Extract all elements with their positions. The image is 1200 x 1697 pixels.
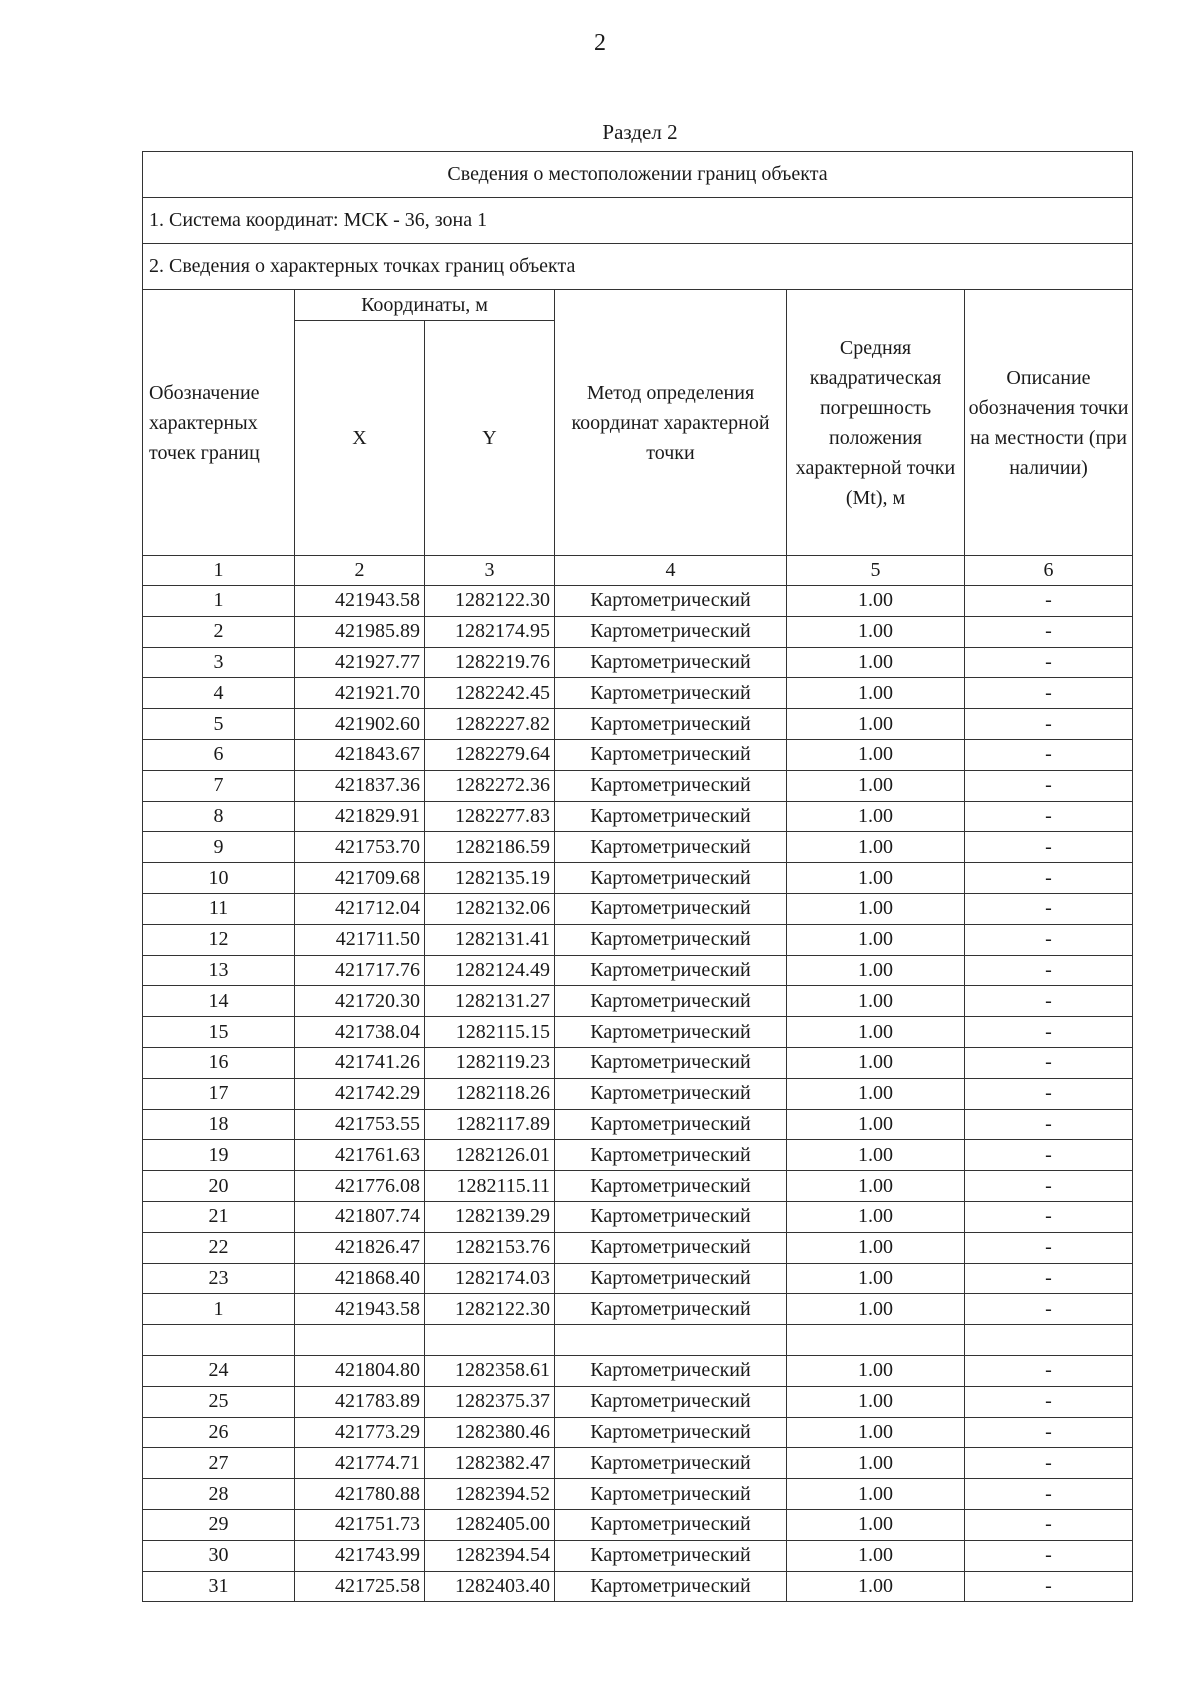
method-cell: Картометрический (555, 1294, 787, 1325)
point-number-cell: 3 (143, 647, 295, 678)
coord-x-cell: 421843.67 (295, 739, 425, 770)
mean-error-cell: 1.00 (787, 739, 965, 770)
description-cell: - (965, 1448, 1133, 1479)
coord-x-cell: 421774.71 (295, 1448, 425, 1479)
table-row (143, 1017, 1133, 1048)
point-number-cell: 10 (143, 863, 295, 894)
mean-error-cell: 1.00 (787, 832, 965, 863)
mean-error-cell: 1.00 (787, 893, 965, 924)
mean-error-cell: 1.00 (787, 801, 965, 832)
table-row (143, 1140, 1133, 1171)
table-row (143, 1479, 1133, 1510)
point-number-cell: 13 (143, 955, 295, 986)
method-cell: Картометрический (555, 709, 787, 740)
mean-error-cell: 1.00 (787, 1540, 965, 1571)
method-cell: Картометрический (555, 924, 787, 955)
method-cell: Картометрический (555, 770, 787, 801)
coord-y-cell: 1282122.30 (425, 586, 555, 617)
point-number-cell: 24 (143, 1355, 295, 1386)
column-number: 2 (295, 556, 425, 586)
coord-y-cell: 1282139.29 (425, 1201, 555, 1232)
coord-x-cell: 421709.68 (295, 863, 425, 894)
description-cell (965, 1325, 1133, 1356)
point-number-cell: 25 (143, 1386, 295, 1417)
mean-error-cell: 1.00 (787, 1571, 965, 1602)
method-cell: Картометрический (555, 801, 787, 832)
coord-x-cell: 421753.70 (295, 832, 425, 863)
method-cell: Картометрический (555, 1109, 787, 1140)
coord-x-cell: 421837.36 (295, 770, 425, 801)
point-number-cell: 14 (143, 986, 295, 1017)
table-row (143, 893, 1133, 924)
point-number-cell: 2 (143, 616, 295, 647)
table-row (143, 1232, 1133, 1263)
mean-error-cell: 1.00 (787, 770, 965, 801)
coord-y-cell: 1282115.15 (425, 1017, 555, 1048)
description-cell: - (965, 1571, 1133, 1602)
mean-error-cell: 1.00 (787, 1232, 965, 1263)
method-cell: Картометрический (555, 1540, 787, 1571)
point-number-cell: 8 (143, 801, 295, 832)
mean-error-cell: 1.00 (787, 1479, 965, 1510)
point-number-cell: 22 (143, 1232, 295, 1263)
method-cell: Картометрический (555, 586, 787, 617)
coord-y-cell: 1282242.45 (425, 678, 555, 709)
description-cell: - (965, 1355, 1133, 1386)
mean-error-cell: 1.00 (787, 1109, 965, 1140)
table-row (143, 770, 1133, 801)
point-number-cell: 31 (143, 1571, 295, 1602)
mean-error-cell: 1.00 (787, 1294, 965, 1325)
header-error: Средняя квадратическая погрешность положения характерной точки (Mt), м (787, 290, 965, 556)
method-cell: Картометрический (555, 1201, 787, 1232)
point-number-cell: 28 (143, 1479, 295, 1510)
table-row (143, 709, 1133, 740)
point-number-cell: 21 (143, 1201, 295, 1232)
table-row (143, 801, 1133, 832)
header-description: Описание обозначения точки на местности (при наличии) (965, 290, 1133, 556)
table-row (143, 1201, 1133, 1232)
method-cell: Картометрический (555, 616, 787, 647)
coord-x-cell: 421927.77 (295, 647, 425, 678)
coord-y-cell: 1282403.40 (425, 1571, 555, 1602)
coord-x-cell: 421985.89 (295, 616, 425, 647)
mean-error-cell: 1.00 (787, 1355, 965, 1386)
coord-y-cell: 1282219.76 (425, 647, 555, 678)
point-number-cell: 7 (143, 770, 295, 801)
coord-y-cell: 1282394.54 (425, 1540, 555, 1571)
header-y: Y (425, 321, 555, 556)
coord-x-cell: 421738.04 (295, 1017, 425, 1048)
description-cell: - (965, 1509, 1133, 1540)
mean-error-cell: 1.00 (787, 1140, 965, 1171)
method-cell: Картометрический (555, 1479, 787, 1510)
table-row (143, 863, 1133, 894)
coord-y-cell: 1282375.37 (425, 1386, 555, 1417)
table-row (143, 924, 1133, 955)
coord-y-cell: 1282277.83 (425, 801, 555, 832)
coord-y-cell: 1282126.01 (425, 1140, 555, 1171)
point-number-cell: 16 (143, 1047, 295, 1078)
mean-error-cell: 1.00 (787, 586, 965, 617)
table-row (143, 1540, 1133, 1571)
table-title: Сведения о местоположении границ объекта (143, 152, 1133, 198)
method-cell: Картометрический (555, 893, 787, 924)
description-cell: - (965, 709, 1133, 740)
description-cell: - (965, 1017, 1133, 1048)
method-cell: Картометрический (555, 1232, 787, 1263)
boundary-points-table (142, 151, 1133, 1602)
method-cell: Картометрический (555, 1078, 787, 1109)
table-row (143, 1417, 1133, 1448)
header-coordinates: Координаты, м (295, 290, 555, 321)
point-number-cell: 19 (143, 1140, 295, 1171)
coord-y-cell: 1282279.64 (425, 739, 555, 770)
coord-x-cell (295, 1325, 425, 1356)
coord-y-cell: 1282117.89 (425, 1109, 555, 1140)
description-cell: - (965, 1479, 1133, 1510)
point-number-cell: 17 (143, 1078, 295, 1109)
coord-x-cell: 421826.47 (295, 1232, 425, 1263)
mean-error-cell: 1.00 (787, 709, 965, 740)
description-cell: - (965, 1047, 1133, 1078)
mean-error-cell: 1.00 (787, 1263, 965, 1294)
point-number-cell: 12 (143, 924, 295, 955)
coord-x-cell: 421776.08 (295, 1171, 425, 1202)
table-row (143, 1509, 1133, 1540)
method-cell: Картометрический (555, 1448, 787, 1479)
coord-y-cell (425, 1325, 555, 1356)
coord-x-cell: 421725.58 (295, 1571, 425, 1602)
description-cell: - (965, 1109, 1133, 1140)
description-cell: - (965, 986, 1133, 1017)
header-designation: Обозначение характерных точек границ (143, 290, 295, 556)
coord-y-cell: 1282272.36 (425, 770, 555, 801)
coord-x-cell: 421717.76 (295, 955, 425, 986)
header-method: Метод определения координат характерной точки (555, 290, 787, 556)
coord-x-cell: 421804.80 (295, 1355, 425, 1386)
description-cell: - (965, 1171, 1133, 1202)
method-cell: Картометрический (555, 1017, 787, 1048)
mean-error-cell (787, 1325, 965, 1356)
column-number: 5 (787, 556, 965, 586)
coord-x-cell: 421720.30 (295, 986, 425, 1017)
point-number-cell: 23 (143, 1263, 295, 1294)
method-cell: Картометрический (555, 678, 787, 709)
mean-error-cell: 1.00 (787, 1047, 965, 1078)
coord-y-cell: 1282174.03 (425, 1263, 555, 1294)
coord-y-cell: 1282119.23 (425, 1047, 555, 1078)
table-row (143, 1386, 1133, 1417)
table-row (143, 1294, 1133, 1325)
method-cell: Картометрический (555, 739, 787, 770)
description-cell: - (965, 678, 1133, 709)
description-cell: - (965, 739, 1133, 770)
description-cell: - (965, 647, 1133, 678)
coord-x-cell: 421711.50 (295, 924, 425, 955)
mean-error-cell: 1.00 (787, 616, 965, 647)
coord-y-cell: 1282135.19 (425, 863, 555, 894)
coord-y-cell: 1282380.46 (425, 1417, 555, 1448)
column-number: 1 (143, 556, 295, 586)
description-cell: - (965, 863, 1133, 894)
table-row (143, 1047, 1133, 1078)
coord-x-cell: 421943.58 (295, 586, 425, 617)
coord-y-cell: 1282382.47 (425, 1448, 555, 1479)
point-number-cell: 27 (143, 1448, 295, 1479)
coord-x-cell: 421773.29 (295, 1417, 425, 1448)
method-cell: Картометрический (555, 1140, 787, 1171)
method-cell: Картометрический (555, 1509, 787, 1540)
point-number-cell: 26 (143, 1417, 295, 1448)
point-number-cell: 30 (143, 1540, 295, 1571)
coord-y-cell: 1282118.26 (425, 1078, 555, 1109)
mean-error-cell: 1.00 (787, 1448, 965, 1479)
section-title: Раздел 2 (602, 120, 678, 144)
point-number-cell (143, 1325, 295, 1356)
description-cell: - (965, 832, 1133, 863)
coord-y-cell: 1282227.82 (425, 709, 555, 740)
mean-error-cell: 1.00 (787, 647, 965, 678)
mean-error-cell: 1.00 (787, 678, 965, 709)
coord-x-cell: 421807.74 (295, 1201, 425, 1232)
method-cell: Картометрический (555, 1386, 787, 1417)
table-row (143, 1571, 1133, 1602)
coord-y-cell: 1282153.76 (425, 1232, 555, 1263)
coord-y-cell: 1282115.11 (425, 1171, 555, 1202)
method-cell: Картометрический (555, 986, 787, 1017)
mean-error-cell: 1.00 (787, 1386, 965, 1417)
description-cell: - (965, 616, 1133, 647)
description-cell: - (965, 1232, 1133, 1263)
point-number-cell: 15 (143, 1017, 295, 1048)
description-cell: - (965, 1078, 1133, 1109)
coord-x-cell: 421751.73 (295, 1509, 425, 1540)
method-cell: Картометрический (555, 1047, 787, 1078)
description-cell: - (965, 1417, 1133, 1448)
table-body (143, 152, 1133, 1602)
table-row (143, 1171, 1133, 1202)
table-row (143, 616, 1133, 647)
coordinate-system: 1. Система координат: МСК - 36, зона 1 (143, 198, 1133, 244)
point-number-cell: 4 (143, 678, 295, 709)
mean-error-cell: 1.00 (787, 986, 965, 1017)
coord-x-cell: 421780.88 (295, 1479, 425, 1510)
table-row (143, 986, 1133, 1017)
mean-error-cell: 1.00 (787, 1171, 965, 1202)
table-row (143, 955, 1133, 986)
method-cell (555, 1325, 787, 1356)
coord-x-cell: 421712.04 (295, 893, 425, 924)
point-number-cell: 5 (143, 709, 295, 740)
coord-y-cell: 1282405.00 (425, 1509, 555, 1540)
mean-error-cell: 1.00 (787, 924, 965, 955)
point-number-cell: 11 (143, 893, 295, 924)
table-row (143, 1109, 1133, 1140)
coord-y-cell: 1282174.95 (425, 616, 555, 647)
description-cell: - (965, 1140, 1133, 1171)
mean-error-cell: 1.00 (787, 1509, 965, 1540)
description-cell: - (965, 770, 1133, 801)
description-cell: - (965, 1386, 1133, 1417)
table-row (143, 678, 1133, 709)
coord-y-cell: 1282132.06 (425, 893, 555, 924)
description-cell: - (965, 1201, 1133, 1232)
method-cell: Картометрический (555, 647, 787, 678)
mean-error-cell: 1.00 (787, 863, 965, 894)
coord-x-cell: 421829.91 (295, 801, 425, 832)
coord-y-cell: 1282122.30 (425, 1294, 555, 1325)
method-cell: Картометрический (555, 1355, 787, 1386)
coord-x-cell: 421783.89 (295, 1386, 425, 1417)
method-cell: Картометрический (555, 1171, 787, 1202)
mean-error-cell: 1.00 (787, 1078, 965, 1109)
coord-x-cell: 421743.99 (295, 1540, 425, 1571)
point-number-cell: 9 (143, 832, 295, 863)
table-row (143, 647, 1133, 678)
coord-x-cell: 421742.29 (295, 1078, 425, 1109)
column-number: 6 (965, 556, 1133, 586)
table-row (143, 1355, 1133, 1386)
coord-x-cell: 421753.55 (295, 1109, 425, 1140)
coord-y-cell: 1282394.52 (425, 1479, 555, 1510)
description-cell: - (965, 1540, 1133, 1571)
coord-y-cell: 1282131.27 (425, 986, 555, 1017)
method-cell: Картометрический (555, 955, 787, 986)
method-cell: Картометрический (555, 1571, 787, 1602)
description-cell: - (965, 1294, 1133, 1325)
point-number-cell: 6 (143, 739, 295, 770)
column-numbers-row (143, 556, 1133, 586)
table-row (143, 832, 1133, 863)
coord-y-cell: 1282358.61 (425, 1355, 555, 1386)
description-cell: - (965, 586, 1133, 617)
description-cell: - (965, 1263, 1133, 1294)
method-cell: Картометрический (555, 1263, 787, 1294)
coord-x-cell: 421741.26 (295, 1047, 425, 1078)
points-heading: 2. Сведения о характерных точках границ объекта (143, 244, 1133, 290)
coord-y-cell: 1282186.59 (425, 832, 555, 863)
point-number-cell: 20 (143, 1171, 295, 1202)
point-number-cell: 29 (143, 1509, 295, 1540)
mean-error-cell: 1.00 (787, 955, 965, 986)
mean-error-cell: 1.00 (787, 1417, 965, 1448)
method-cell: Картометрический (555, 1417, 787, 1448)
table-row (143, 739, 1133, 770)
method-cell: Картометрический (555, 863, 787, 894)
coord-y-cell: 1282131.41 (425, 924, 555, 955)
coord-x-cell: 421868.40 (295, 1263, 425, 1294)
page-number: 2 (594, 30, 606, 56)
description-cell: - (965, 801, 1133, 832)
mean-error-cell: 1.00 (787, 1201, 965, 1232)
coord-x-cell: 421902.60 (295, 709, 425, 740)
table-row (143, 1263, 1133, 1294)
description-cell: - (965, 955, 1133, 986)
point-number-cell: 1 (143, 586, 295, 617)
table-row (143, 1078, 1133, 1109)
description-cell: - (965, 893, 1133, 924)
mean-error-cell: 1.00 (787, 1017, 965, 1048)
point-number-cell: 18 (143, 1109, 295, 1140)
table-row (143, 586, 1133, 617)
table-row (143, 1325, 1133, 1356)
description-cell: - (965, 924, 1133, 955)
coord-x-cell: 421943.58 (295, 1294, 425, 1325)
column-number: 3 (425, 556, 555, 586)
point-number-cell: 1 (143, 1294, 295, 1325)
table-row (143, 1448, 1133, 1479)
coord-x-cell: 421921.70 (295, 678, 425, 709)
column-number: 4 (555, 556, 787, 586)
coord-y-cell: 1282124.49 (425, 955, 555, 986)
coord-x-cell: 421761.63 (295, 1140, 425, 1171)
header-x: X (295, 321, 425, 556)
method-cell: Картометрический (555, 832, 787, 863)
